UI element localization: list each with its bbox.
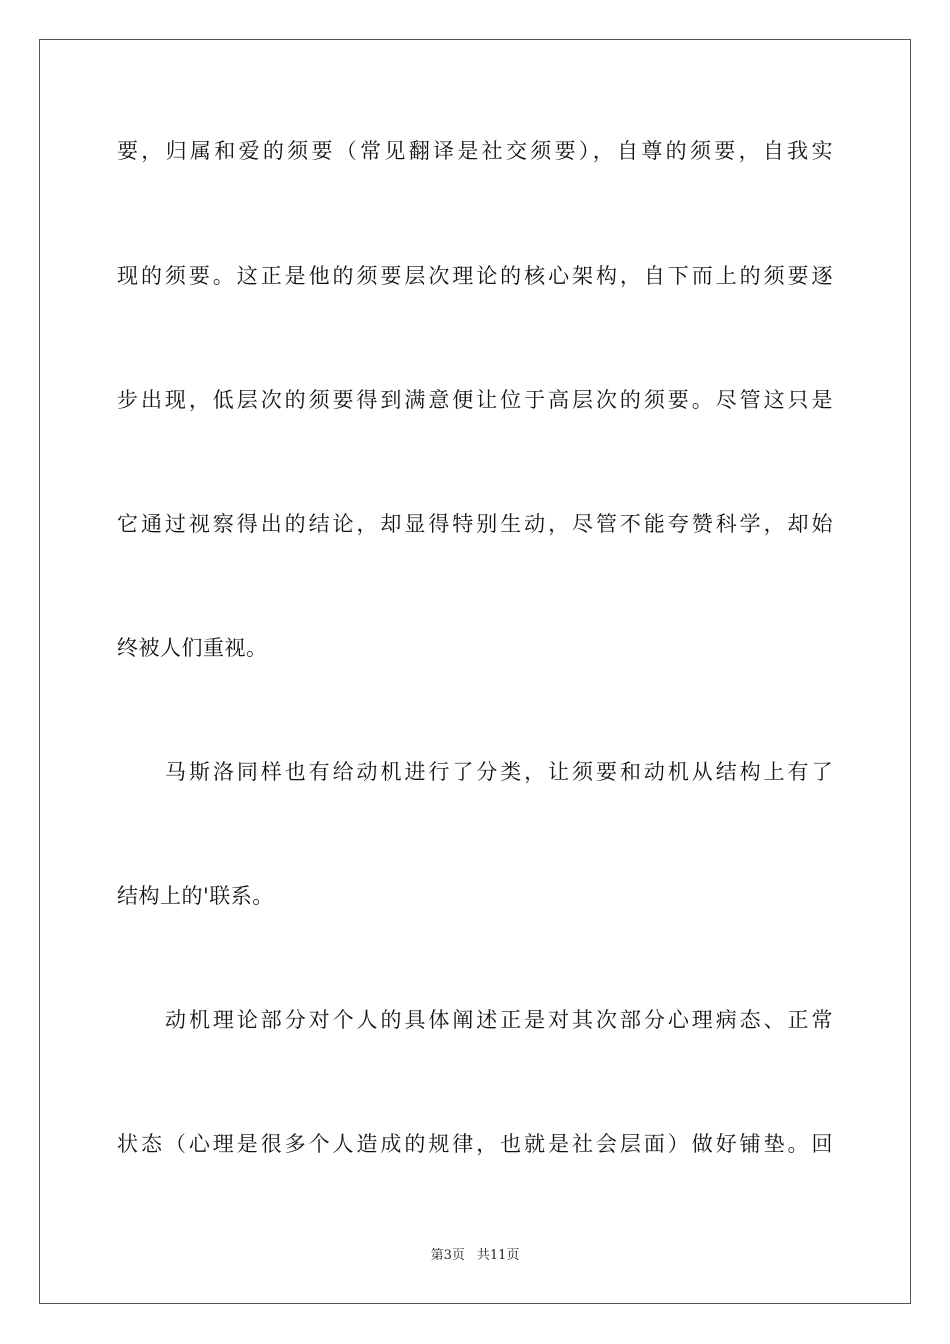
page-total: 共11页 xyxy=(476,1248,520,1263)
page-footer xyxy=(0,1247,950,1265)
page-number: 第3页 xyxy=(430,1248,465,1263)
text-line: 它通过视察得出的结论，却显得特别生动，尽管不能夸赞科学，却始 xyxy=(117,512,833,536)
text-line: 结构上的'联系。 xyxy=(117,884,274,908)
text-line: 状态（心理是很多个人造成的规律，也就是社会层面）做好铺垫。回 xyxy=(117,1132,833,1156)
text-line: 终被人们重视。 xyxy=(117,636,268,660)
text-line: 步出现，低层次的须要得到满意便让位于高层次的须要。尽管这只是 xyxy=(117,388,833,412)
text-line: 要，归属和爱的须要（常见翻译是社交须要），自尊的须要，自我实 xyxy=(117,139,833,163)
text-line: 马斯洛同样也有给动机进行了分类，让须要和动机从结构上有了 xyxy=(165,760,833,784)
text-line: 动机理论部分对个人的具体阐述正是对其次部分心理病态、正常 xyxy=(165,1008,833,1032)
page-border xyxy=(39,39,911,1304)
text-line: 现的须要。这正是他的须要层次理论的核心架构，自下而上的须要逐 xyxy=(117,264,833,288)
